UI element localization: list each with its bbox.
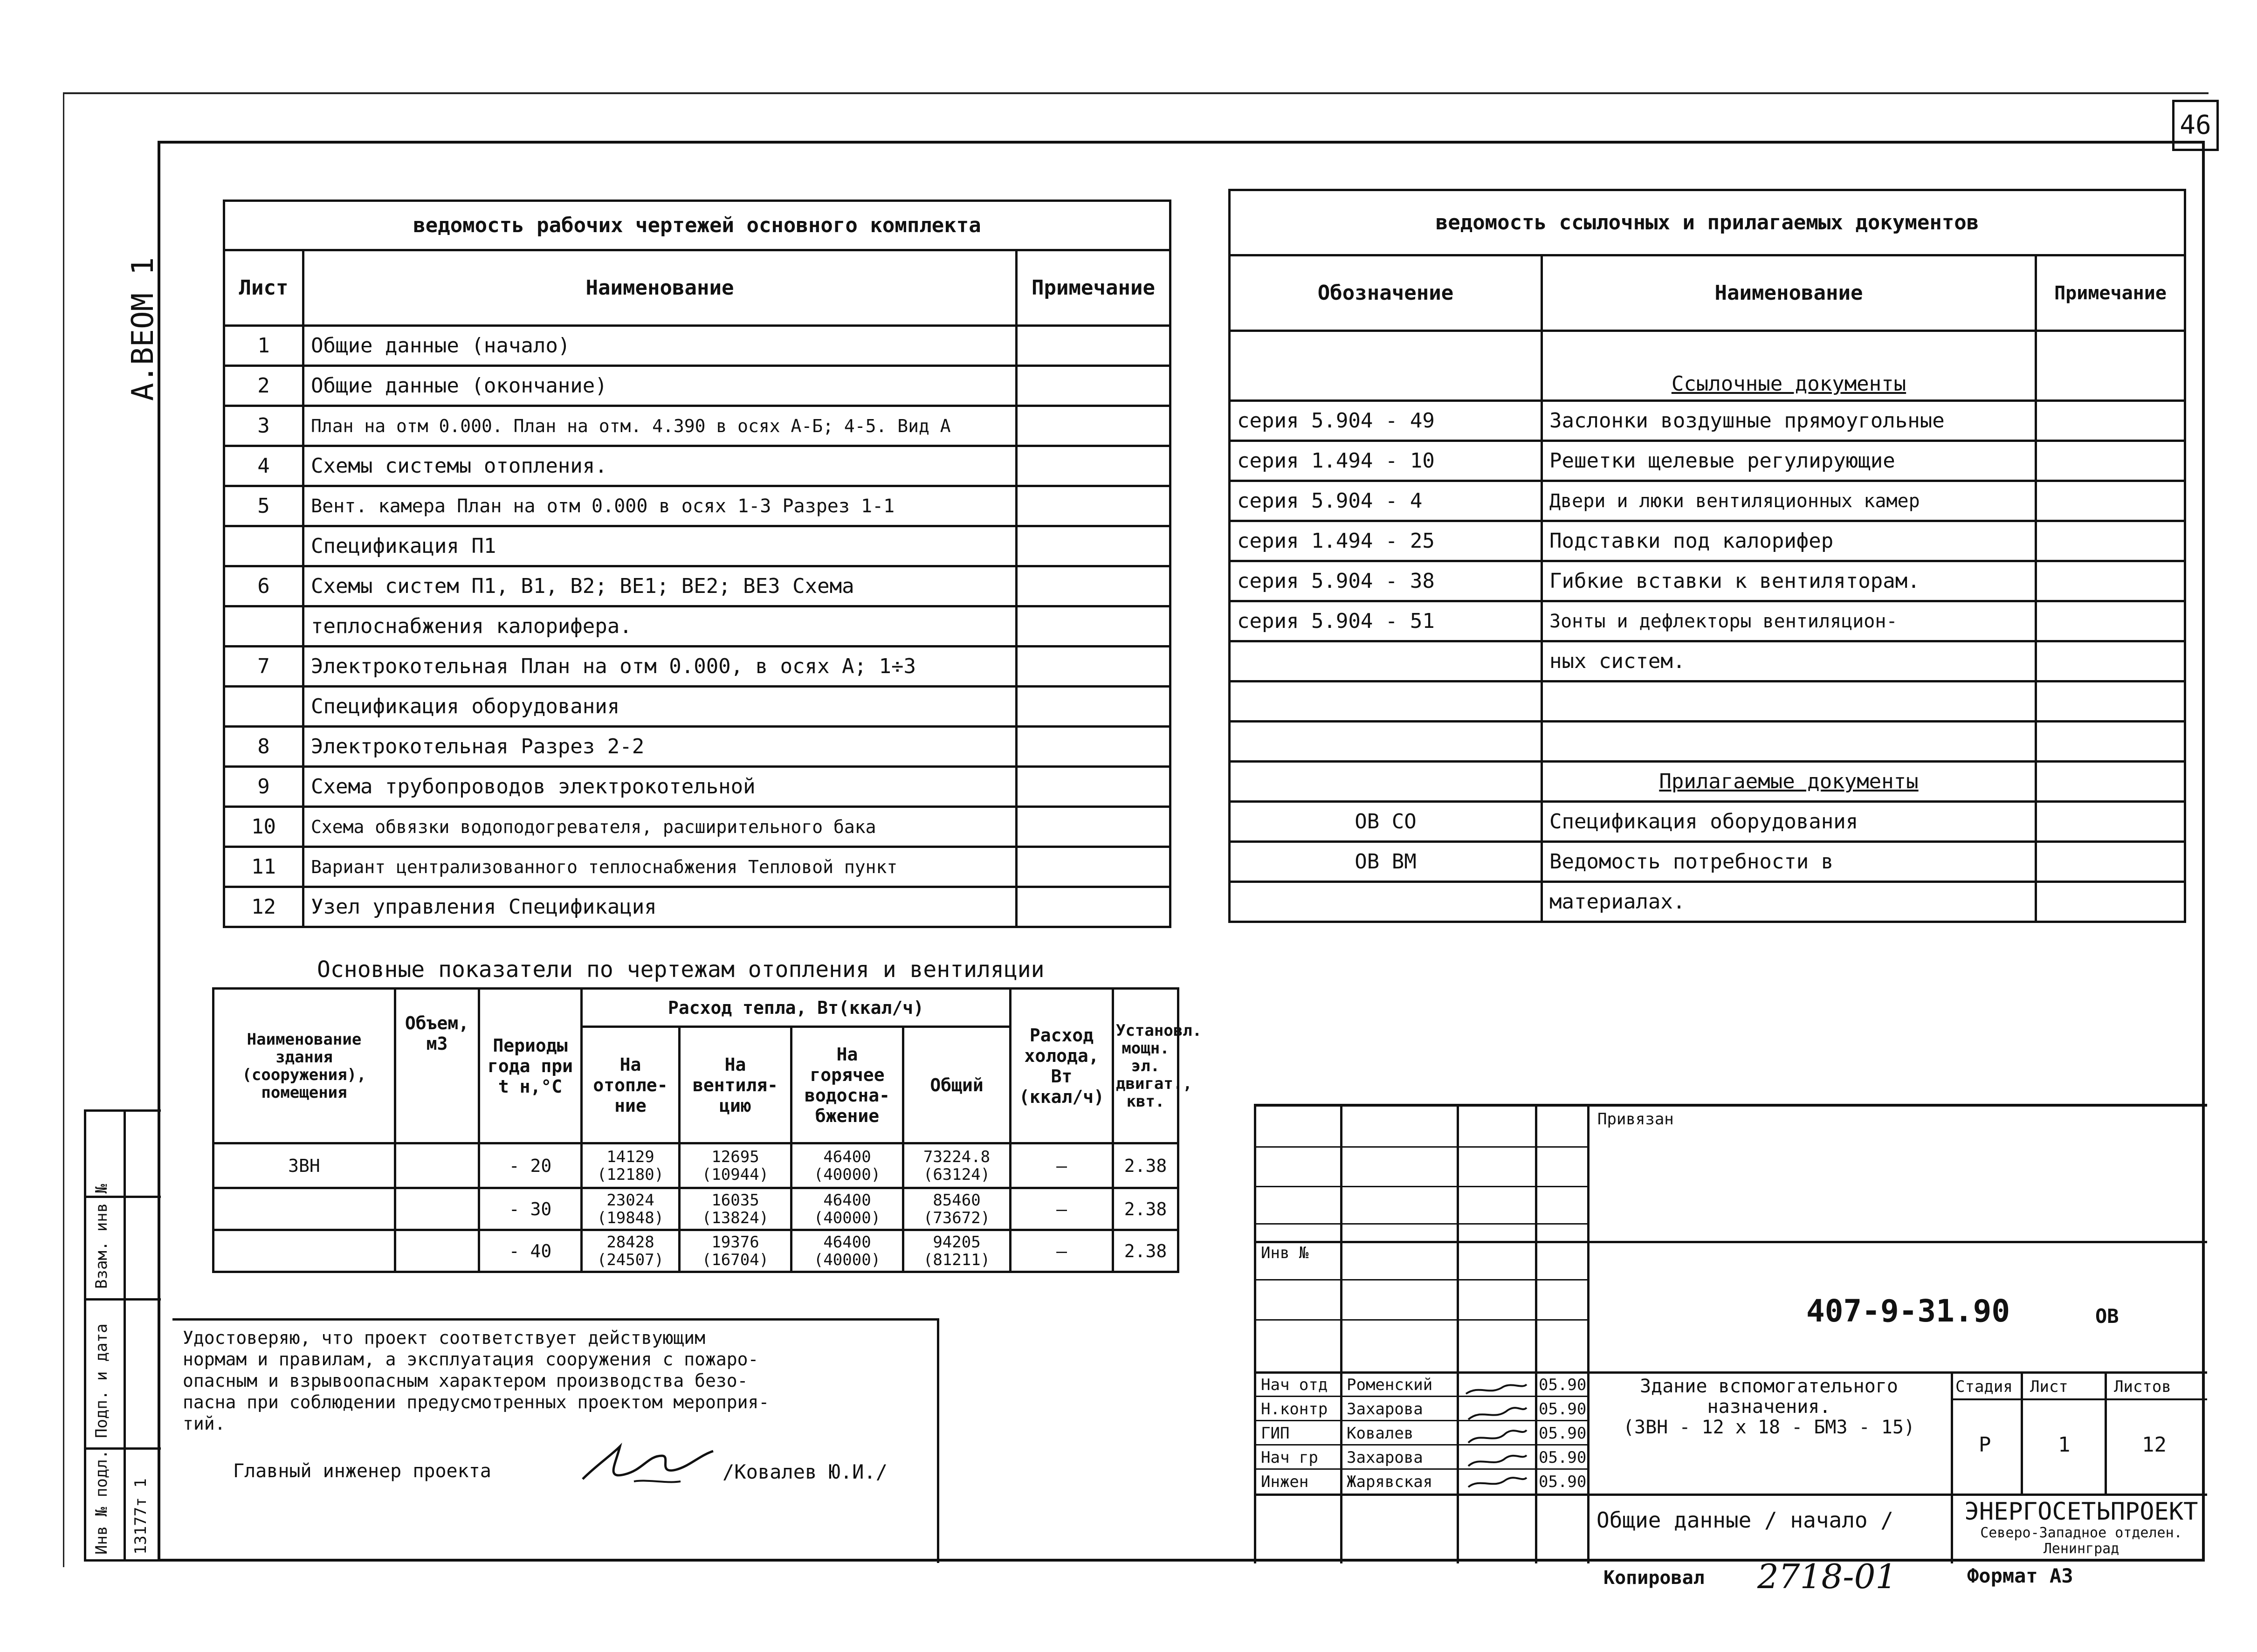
column-header-cold: Расход холода, Вт (ккал/ч) [1011, 989, 1113, 1143]
sheet-number: 46 [2180, 110, 2211, 140]
table-row-sheet: 7 [224, 647, 303, 687]
certification-line: опасным и взрывоопасным характером производства безо- [183, 1370, 748, 1391]
table-row-sheet [224, 526, 303, 566]
table-row-name: Гибкие вставки к вентиляторам. [1542, 561, 2036, 601]
indicators-title: Основные показатели по чертежам отопления и вентиляции [317, 957, 1045, 983]
cell-ventilation: 19376 (16704) [680, 1230, 791, 1272]
inv-label: Инв № [1261, 1244, 1309, 1262]
cell-total: 94205 (81211) [903, 1230, 1011, 1272]
table-row-code: серия 1.494 - 25 [1230, 521, 1542, 561]
cell-power: 2.38 [1113, 1230, 1178, 1272]
table-row-note [1017, 526, 1170, 566]
table-row-name: Спецификация оборудования [1542, 802, 2036, 842]
cell-building [213, 1230, 395, 1272]
table-row-name: Вент. камера План на отм 0.000 в осях 1-3 Разрез 1-1 [303, 486, 1017, 526]
table-row-name: Ведомость потребности в [1542, 842, 2036, 882]
table-row-code: серия 5.904 - 4 [1230, 481, 1542, 521]
column-header-total: Общий [903, 1027, 1011, 1143]
person-name: Ковалев [1347, 1424, 1414, 1443]
org-city: Ленинград [2043, 1541, 2119, 1557]
table-row-code: ОВ СО [1230, 802, 1542, 842]
object-name-line: (ЗВН - 12 х 18 - БМЗ - 15) [1623, 1417, 1915, 1438]
table-row-note [1017, 807, 1170, 847]
designation-suffix: ОВ [2095, 1305, 2119, 1328]
table-row-note [1017, 847, 1170, 887]
table-row-sheet: 3 [224, 406, 303, 446]
stage-value: Р [1979, 1433, 1991, 1457]
table-row-note [1017, 566, 1170, 606]
column-header-ventilation: На вентиля-цию [680, 1027, 791, 1143]
person-role: Нач гр [1261, 1448, 1318, 1467]
references-register-table [1228, 189, 2186, 923]
person-role: Н.контр [1261, 1400, 1328, 1418]
cell-cold: — [1011, 1230, 1113, 1272]
certification-line: пасна при соблюдении предусмотренных проектом мероприя- [183, 1392, 770, 1412]
object-name-line: назначения. [1707, 1396, 1831, 1418]
table-row-sheet: 8 [224, 727, 303, 767]
signer-name: /Ковалев Ю.И./ [723, 1460, 888, 1483]
copy-number: 2718-01 [1757, 1557, 1897, 1596]
cell-period: - 30 [479, 1188, 582, 1230]
column-header-sheet: Лист [224, 250, 303, 326]
person-name: Захарова [1347, 1448, 1423, 1467]
signature-icon [1461, 1375, 1531, 1492]
cell-total: 85460 (73672) [903, 1188, 1011, 1230]
indicators-block [212, 987, 1202, 1273]
person-date: 05.90 [1539, 1400, 1587, 1418]
org-branch: Северо-Западное отделен. [1980, 1525, 2182, 1541]
person-date: 05.90 [1539, 1473, 1587, 1491]
table-row-code: ОВ ВМ [1230, 842, 1542, 882]
format-label: Формат А3 [1967, 1564, 2073, 1587]
table-row-name: Схема трубопроводов электрокотельной [303, 767, 1017, 807]
cell-building [213, 1188, 395, 1230]
column-header-heat-group: Расход тепла, Вт(ккал/ч) [582, 989, 1011, 1027]
table-row-name: План на отм 0.000. План на отм. 4.390 в осях А-Б; 4-5. Вид А [303, 406, 1017, 446]
table-row-name: Узел управления Спецификация [303, 887, 1017, 927]
table-row-sheet: 10 [224, 807, 303, 847]
section-attached: Прилагаемые документы [1542, 762, 2036, 802]
table-row-note [1017, 326, 1170, 366]
table-row-note [1017, 767, 1170, 807]
cell-power: 2.38 [1113, 1143, 1178, 1188]
sheets-header: Листов [2114, 1377, 2171, 1396]
table-row-name: Общие данные (окончание) [303, 366, 1017, 406]
table-row-name: Схема обвязки водоподогревателя, расширительного бака [303, 807, 1017, 847]
cell-hot-water: 46400 (40000) [791, 1230, 903, 1272]
table-row-sheet: 5 [224, 486, 303, 526]
table-row [213, 1143, 1178, 1188]
person-role: Инжен [1261, 1473, 1309, 1491]
table-row-name: Электрокотельная План на отм 0.000, в осях А; 1÷3 [303, 647, 1017, 687]
table-row-sheet: 1 [224, 326, 303, 366]
certification-block [172, 1318, 939, 1563]
table-row-sheet: 12 [224, 887, 303, 927]
column-header-note: Примечание [1017, 250, 1170, 326]
column-header-name: Наименование [1542, 255, 2036, 331]
drawings-register-table [223, 200, 1171, 928]
signature-icon [578, 1437, 718, 1498]
table-row-name: Общие данные (начало) [303, 326, 1017, 366]
table-row-code: серия 5.904 - 51 [1230, 601, 1542, 641]
column-header-heating: На отопле-ние [582, 1027, 680, 1143]
table-row-name: теплоснабжения калорифера. [303, 606, 1017, 647]
side-stamp-signature-date: Подп. и дата [92, 1323, 111, 1438]
column-header-building: Наименование здания (сооружения), помещения [213, 989, 395, 1143]
table-row-code: серия 5.904 - 38 [1230, 561, 1542, 601]
table-row-sheet [224, 687, 303, 727]
sheet-value: 1 [2058, 1433, 2071, 1457]
table-row-sheet: 6 [224, 566, 303, 606]
table-row-name: Подставки под калорифер [1542, 521, 2036, 561]
table-row-note [1017, 647, 1170, 687]
table-row-code: серия 1.494 - 10 [1230, 441, 1542, 481]
cell-period: - 20 [479, 1143, 582, 1188]
stage-header: Стадия [1955, 1377, 2013, 1396]
column-header-note: Примечание [2036, 255, 2185, 331]
table-row-code [1230, 882, 1542, 922]
sheets-value: 12 [2142, 1433, 2167, 1457]
table-row-name: ных систем. [1542, 641, 2036, 681]
table-row-name: Схемы системы отопления. [303, 446, 1017, 486]
column-header-hot-water: На горячее водосна-бжение [791, 1027, 903, 1143]
table-row [213, 1230, 1178, 1272]
side-stamp-replace-inv: Взам. инв № [92, 1184, 111, 1289]
table-row-sheet: 11 [224, 847, 303, 887]
table-row-note [1017, 727, 1170, 767]
table-row-sheet: 9 [224, 767, 303, 807]
table-row-name: Заслонки воздушные прямоугольные [1542, 401, 2036, 441]
cell-volume [395, 1188, 479, 1230]
cell-cold: — [1011, 1143, 1113, 1188]
cell-heating: 28428 (24507) [582, 1230, 680, 1272]
cell-ventilation: 12695 (10944) [680, 1143, 791, 1188]
org-name: ЭНЕРГОСЕТЬПРОЕКТ [1964, 1498, 2198, 1526]
indicators-table [212, 987, 1202, 1273]
margin-code: А.ВЕОМ 1 [126, 257, 160, 401]
cell-volume [395, 1143, 479, 1188]
cell-period: - 40 [479, 1230, 582, 1272]
table-row-code: серия 5.904 - 49 [1230, 401, 1542, 441]
drawings-register [223, 200, 1171, 928]
cell-heating: 23024 (19848) [582, 1188, 680, 1230]
signer-label: Главный инженер проекта [233, 1460, 491, 1482]
cell-cold: — [1011, 1188, 1113, 1230]
certification-line: тий. [183, 1413, 226, 1434]
person-date: 05.90 [1539, 1376, 1587, 1394]
table-row-note [1017, 366, 1170, 406]
cell-ventilation: 16035 (13824) [680, 1188, 791, 1230]
table-row-name: Схемы систем П1, В1, В2; ВЕ1; ВЕ2; ВЕ3 Схема [303, 566, 1017, 606]
table-row-sheet: 4 [224, 446, 303, 486]
table-row-name: Решетки щелевые регулирующие [1542, 441, 2036, 481]
cell-hot-water: 46400 (40000) [791, 1143, 903, 1188]
side-stamp-inv-orig-value: 13177т 1 [131, 1478, 150, 1555]
column-header-name: Наименование [303, 250, 1017, 326]
column-header-period: Периоды года при t н,°C [479, 989, 582, 1143]
table-row-name: Вариант централизованного теплоснабжения Тепловой пункт [303, 847, 1017, 887]
references-register-title: ведомость ссылочных и прилагаемых документов [1230, 190, 2185, 255]
column-header-power: Установл. мощн. эл. двигат., квт. [1113, 989, 1178, 1143]
table-row [213, 1188, 1178, 1230]
sheet-title: Общие данные / начало / [1596, 1507, 1893, 1533]
object-name-line: Здание вспомогательного [1640, 1376, 1898, 1397]
person-role: ГИП [1261, 1424, 1290, 1443]
drawings-register-title: ведомость рабочих чертежей основного комплекта [224, 201, 1170, 250]
references-register [1228, 189, 2186, 923]
table-row-note [1017, 606, 1170, 647]
side-stamp [84, 1109, 161, 1562]
cell-volume [395, 1230, 479, 1272]
sheet-number-box [2172, 100, 2219, 151]
table-row-note [1017, 887, 1170, 927]
cell-total: 73224.8 (63124) [903, 1143, 1011, 1188]
table-row-code [1230, 641, 1542, 681]
bound-label: Привязан [1597, 1110, 1674, 1129]
person-name: Захарова [1347, 1400, 1423, 1418]
cell-building: ЗВН [213, 1143, 395, 1188]
certification-line: Удостоверяю, что проект соответствует действующим [183, 1328, 706, 1348]
person-name: Роменский [1347, 1376, 1433, 1394]
person-date: 05.90 [1539, 1424, 1587, 1443]
certification-line: нормам и правилам, а эксплуатация сооружения с пожаро- [183, 1349, 759, 1370]
table-row-note [1017, 406, 1170, 446]
cell-hot-water: 46400 (40000) [791, 1188, 903, 1230]
sheet-header: Лист [2030, 1377, 2068, 1396]
cell-power: 2.38 [1113, 1188, 1178, 1230]
person-role: Нач отд [1261, 1376, 1328, 1394]
copied-label: Копировал [1603, 1567, 1705, 1589]
table-row-name: Зонты и дефлекторы вентиляцион- [1542, 601, 2036, 641]
cell-heating: 14129 (12180) [582, 1143, 680, 1188]
person-date: 05.90 [1539, 1448, 1587, 1467]
table-row-note [1017, 446, 1170, 486]
table-row-name: Электрокотельная Разрез 2-2 [303, 727, 1017, 767]
table-row-note [1017, 486, 1170, 526]
table-row-name: Спецификация оборудования [303, 687, 1017, 727]
table-row-sheet: 2 [224, 366, 303, 406]
table-row-name: Спецификация П1 [303, 526, 1017, 566]
column-header-code: Обозначение [1230, 255, 1542, 331]
section-referenced: Ссылочные документы [1542, 331, 2036, 401]
side-stamp-inv-orig: Инв № подл. [92, 1449, 111, 1555]
title-block [1254, 1104, 2207, 1563]
table-row-name: материалах. [1542, 882, 2036, 922]
person-name: Жарявская [1347, 1473, 1433, 1491]
column-header-volume: Объем, м3 [395, 989, 479, 1143]
table-row-note [1017, 687, 1170, 727]
designation: 407-9-31.90 [1806, 1293, 2010, 1329]
table-row-sheet [224, 606, 303, 647]
table-row-name: Двери и люки вентиляционных камер [1542, 481, 2036, 521]
